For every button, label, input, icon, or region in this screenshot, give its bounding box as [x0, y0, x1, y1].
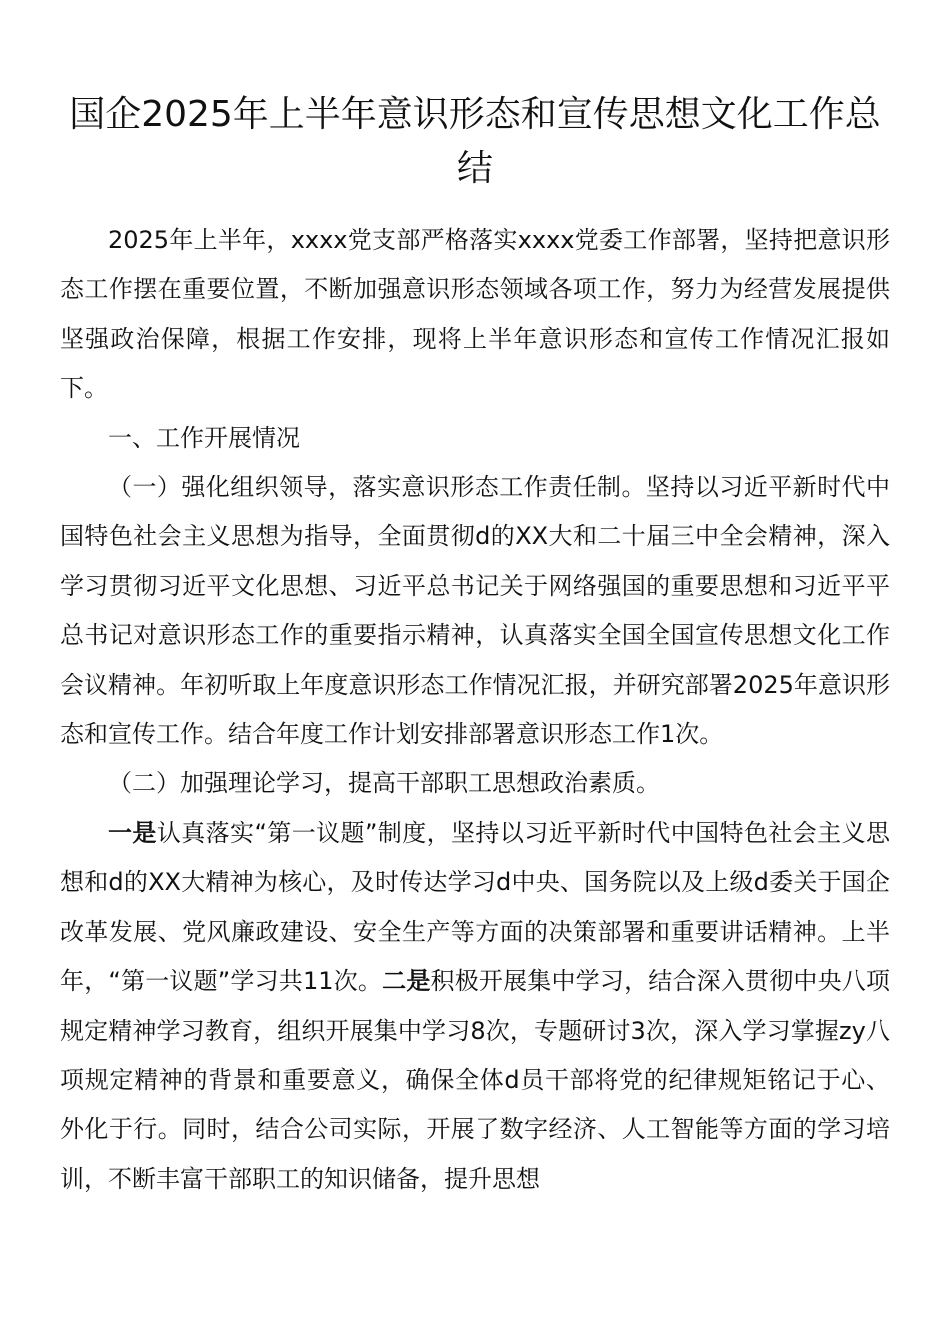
section-heading-1: 一、工作开展情况: [108, 423, 300, 452]
point-one-lead: 一是: [108, 818, 157, 847]
subsection-2-paragraph: [60, 809, 890, 1204]
subsection-1-paragraph: （一）强化组织领导，落实意识形态工作责任制。坚持以习近平新时代中国特色社会主义思想为指导，全面贯彻d的XX大和二十届三中全会精神，深入学习贯彻习近平文化思想、习近平总书记关于网络强国的重要思想和习近平平总书记对意识形态工作的重要指示精神，认真落实全国全国宣传思想文化工作会议精神。年初听取上年度意识形态工作情况汇报，并研究部署2025年意识形态和宣传工作。结合年度工作计划安排部署意识形态工作1次。: [60, 473, 890, 749]
document-title: 国企2025年上半年意识形态和宣传思想文化工作总结: [69, 94, 881, 190]
intro-paragraph: 2025年上半年，xxxx党支部严格落实xxxx党委工作部署，坚持把意识形态工作摆在重要位置，不断加强意识形态领域各项工作，努力为经营发展提供坚强政治保障，根据工作安排，现将上半年意识形态和宣传工作情况汇报如下。: [60, 226, 890, 403]
point-one-text: 认真落实“第一议题”制度，坚持以习近平新时代中国特色社会主义思想和d的XX大精神为核心，及时传达学习d中央、国务院以及上级d委关于国企改革发展、党风廉政建设、安全生产等方面的决策部署和重要讲话精神。上半年，“第一议题”学习共11次。: [60, 818, 890, 996]
point-two-text: 积极开展集中学习，结合深入贯彻中央八项规定精神学习教育，组织开展集中学习8次，专题研讨3次，深入学习掌握zy八项规定精神的背景和重要意义，确保全体d员干部将党的纪律规矩铭记于心、外化于行。同时，结合公司实际，开展了数字经济、人工智能等方面的学习培训，不断丰富干部职工的知识储备，提升思想: [60, 967, 891, 1193]
point-two-lead: 二是: [382, 967, 431, 996]
subsection-2-heading: （二）加强理论学习，提高干部职工思想政治素质。: [108, 769, 660, 798]
document-body: [60, 216, 890, 1204]
